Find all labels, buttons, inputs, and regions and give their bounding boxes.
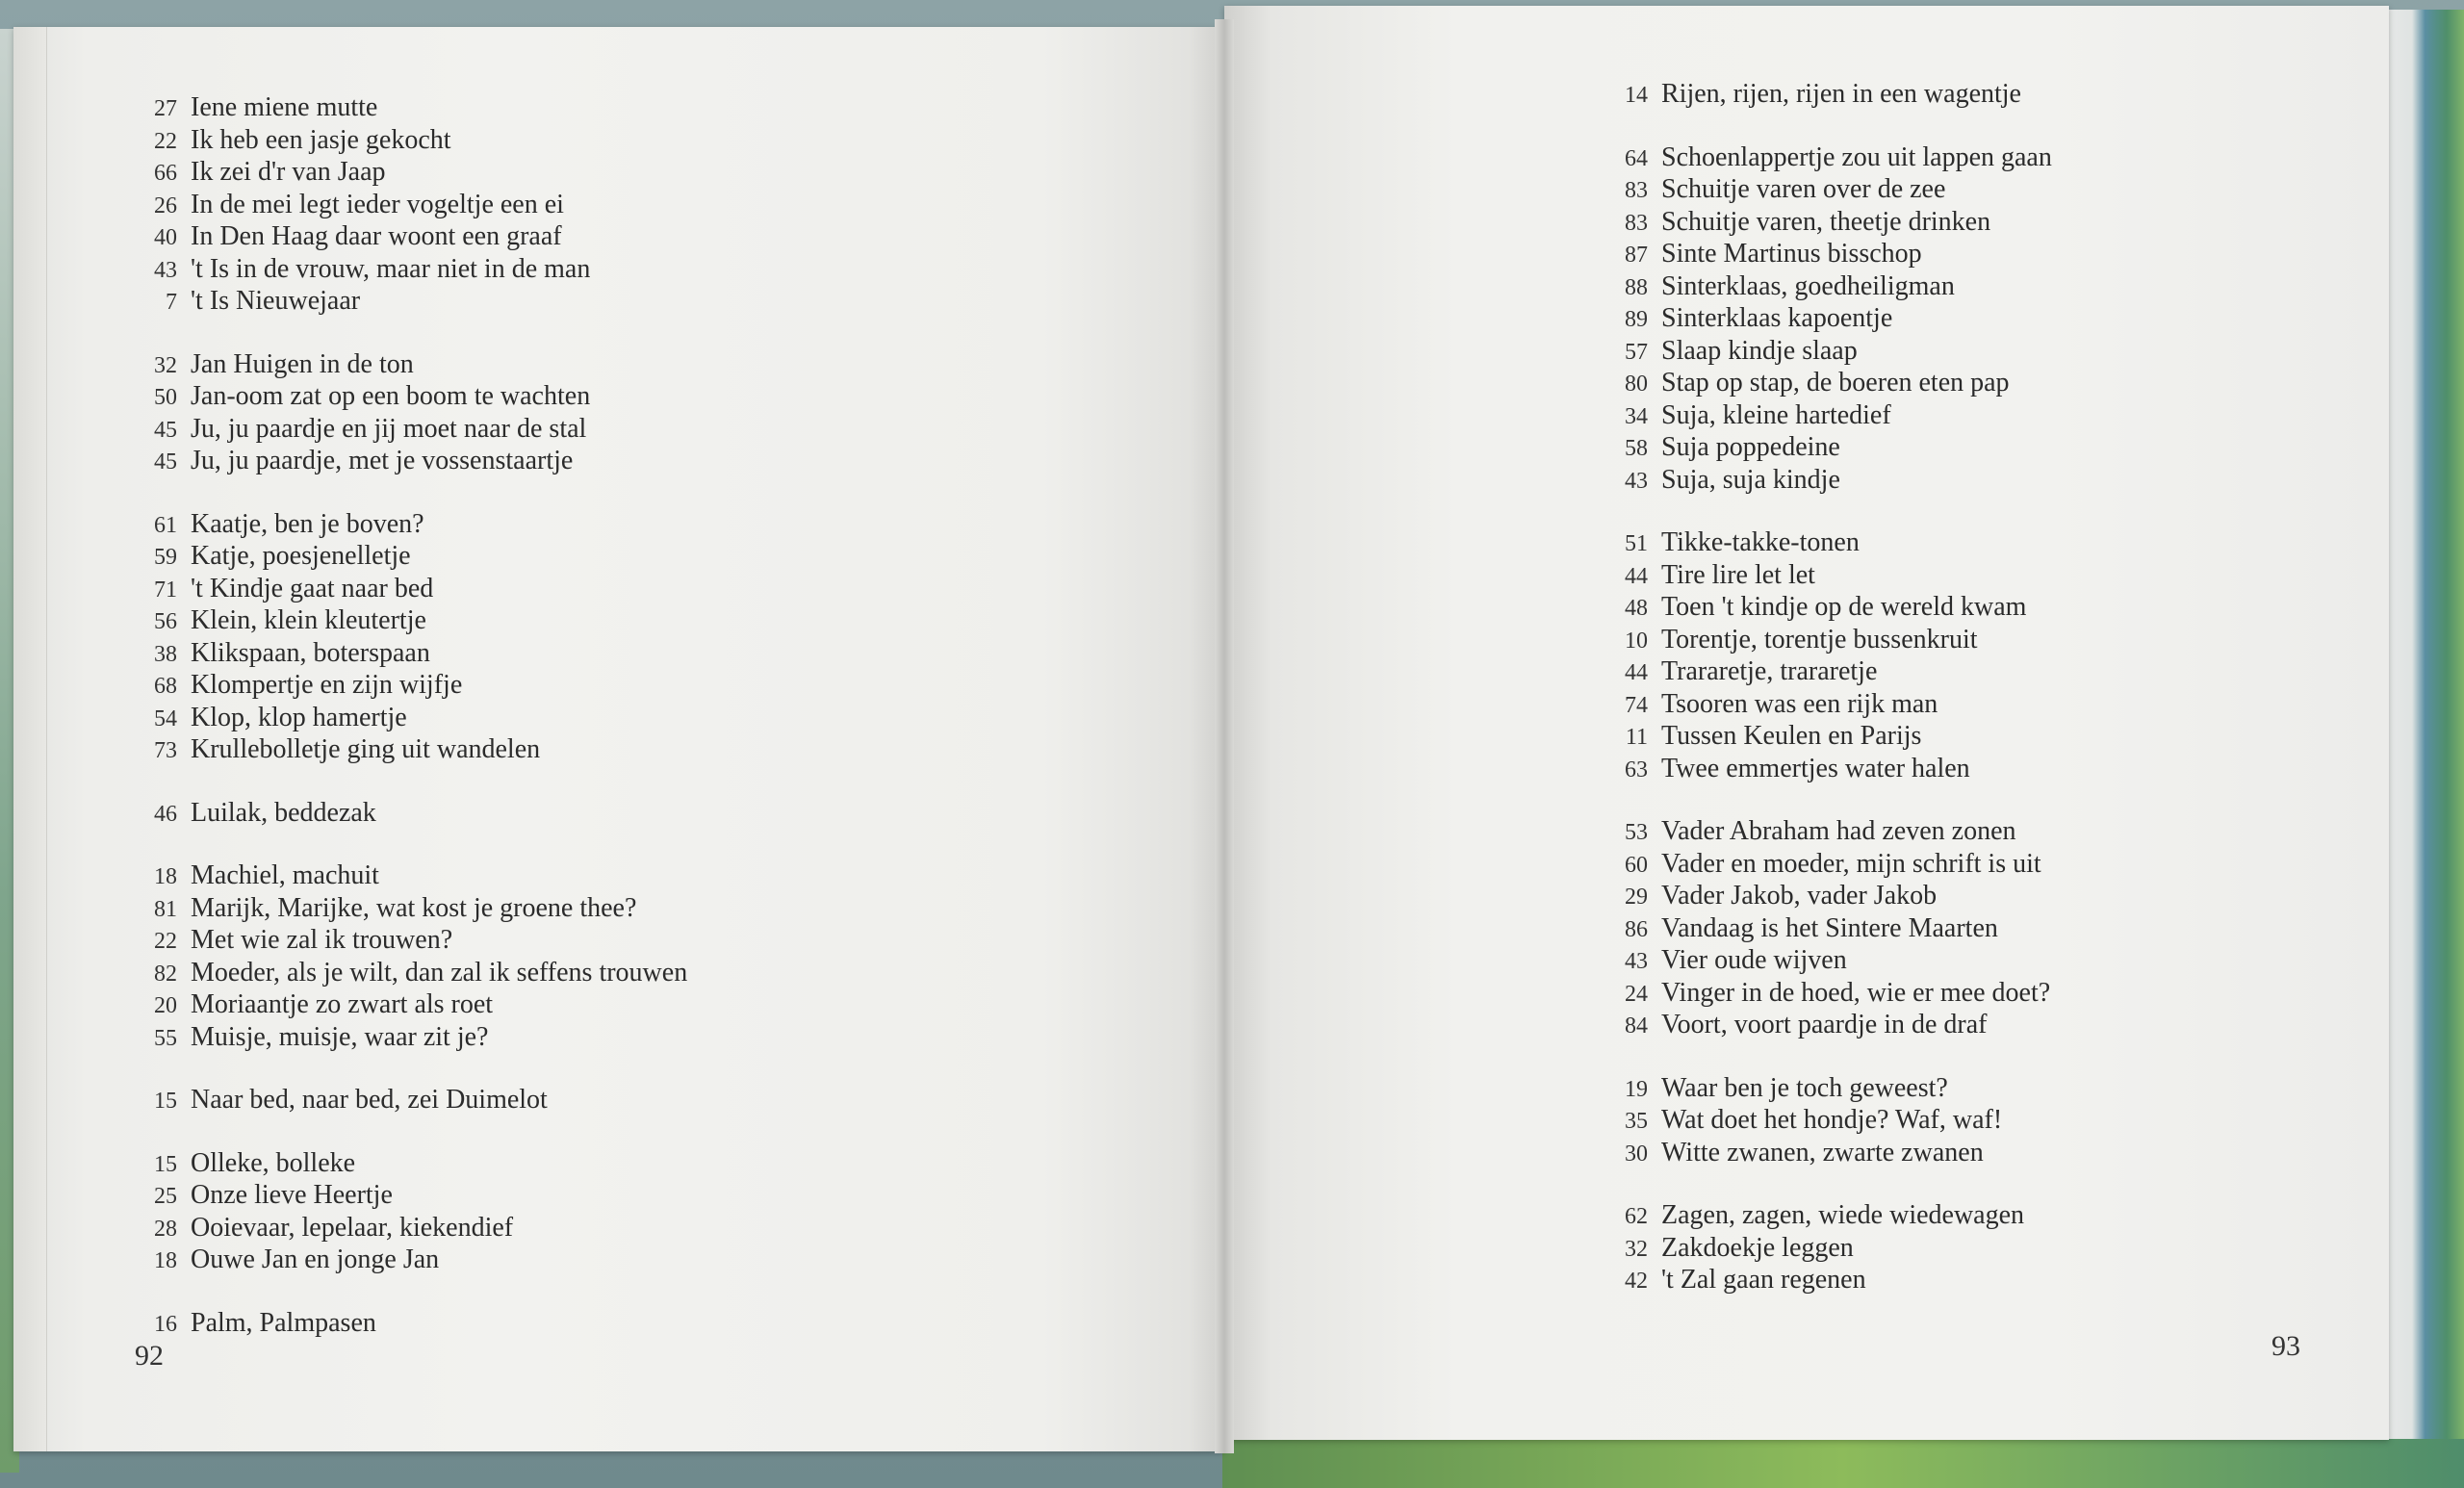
entry-title: Ooievaar, lepelaar, kiekendief xyxy=(191,1212,514,1243)
entry-page-number: 16 xyxy=(154,1311,177,1337)
index-entry xyxy=(135,734,687,767)
index-entry xyxy=(135,1022,687,1055)
entry-page-number: 74 xyxy=(1625,692,1648,718)
entry-page-number: 24 xyxy=(1625,981,1648,1007)
entry-title: Sinterklaas kapoentje xyxy=(1661,303,1893,333)
index-entry xyxy=(135,1213,687,1245)
entry-page-number: 28 xyxy=(154,1216,177,1242)
entry-page-number: 59 xyxy=(154,545,177,570)
entry-page-number: 18 xyxy=(154,1248,177,1273)
index-entry xyxy=(1605,271,2052,304)
entry-page-number: 22 xyxy=(154,929,177,954)
entry-page-number: 15 xyxy=(154,1151,177,1177)
entry-page-number: 63 xyxy=(1625,757,1648,782)
index-entry xyxy=(1605,1010,2052,1042)
index-entry xyxy=(135,925,687,958)
index-entry xyxy=(135,670,687,703)
entry-title: 't Kindje gaat naar bed xyxy=(191,573,434,603)
entry-page-number: 82 xyxy=(154,961,177,987)
index-entry xyxy=(135,958,687,990)
index-entry xyxy=(1605,1265,2052,1297)
entry-page-number: 32 xyxy=(154,352,177,378)
entry-title: Iene miene mutte xyxy=(191,92,378,122)
entry-page-number: 62 xyxy=(1625,1204,1648,1229)
entry-page-number: 15 xyxy=(154,1089,177,1114)
entry-title: Vader en moeder, mijn schrift is uit xyxy=(1661,848,2041,879)
entry-page-number: 88 xyxy=(1625,274,1648,300)
book-spine xyxy=(1215,19,1234,1453)
entry-title: Suja, suja kindje xyxy=(1661,464,1840,495)
index-entry xyxy=(1605,239,2052,271)
entry-title: Vader Abraham had zeven zonen xyxy=(1661,816,2016,846)
index-entry xyxy=(1605,1200,2052,1233)
index-entry xyxy=(1605,978,2052,1011)
index-entry xyxy=(1605,849,2052,882)
entry-page-number: 45 xyxy=(154,417,177,443)
index-entry xyxy=(1605,400,2052,433)
cover-edge-right xyxy=(2377,10,2464,1488)
index-entry xyxy=(1605,721,2052,754)
entry-page-number: 44 xyxy=(1625,660,1648,685)
entry-page-number: 44 xyxy=(1625,563,1648,589)
entry-title: Vader Jakob, vader Jakob xyxy=(1661,881,1938,911)
entry-page-number: 68 xyxy=(154,674,177,699)
index-entry xyxy=(1605,881,2052,913)
entry-title: Rijen, rijen, rijen in een wagentje xyxy=(1661,79,2021,109)
entry-page-number: 40 xyxy=(154,225,177,250)
index-entry xyxy=(1605,207,2052,240)
index-entry xyxy=(135,92,687,125)
entry-page-number: 71 xyxy=(154,577,177,603)
entry-title: Moriaantje zo zwart als roet xyxy=(191,989,494,1019)
index-column-left xyxy=(135,92,687,1340)
entry-title: Vier oude wijven xyxy=(1661,945,1847,975)
group-spacer xyxy=(1605,785,2052,816)
page-number-left: 92 xyxy=(135,1340,164,1372)
entry-title: Jan-oom zat op een boom te wachten xyxy=(191,381,591,411)
entry-title: Schoenlappertje zou uit lappen gaan xyxy=(1661,141,2052,172)
index-entry xyxy=(1605,560,2052,593)
entry-page-number: 60 xyxy=(1625,852,1648,878)
index-entry xyxy=(135,254,687,287)
index-entry xyxy=(135,1308,687,1341)
entry-title: Slaap kindje slaap xyxy=(1661,335,1858,366)
index-entry xyxy=(135,798,687,831)
index-entry xyxy=(1605,592,2052,625)
entry-title: In de mei legt ieder vogeltje een ei xyxy=(191,189,564,219)
entry-page-number: 29 xyxy=(1625,885,1648,910)
index-entry xyxy=(1605,754,2052,786)
entry-title: Olleke, bolleke xyxy=(191,1147,356,1178)
entry-title: Suja poppedeine xyxy=(1661,432,1840,462)
entry-title: Katje, poesjenelletje xyxy=(191,541,411,571)
entry-title: Klop, klop hamertje xyxy=(191,702,407,732)
page-number-right: 93 xyxy=(2272,1330,2300,1362)
entry-title: Stap op stap, de boeren eten pap xyxy=(1661,368,2010,398)
entry-page-number: 22 xyxy=(154,128,177,154)
entry-title: Sinterklaas, goedheiligman xyxy=(1661,270,1955,301)
left-page-gutter xyxy=(13,27,47,1451)
entry-title: 't Is in de vrouw, maar niet in de man xyxy=(191,253,591,284)
entry-title: Tsooren was een rijk man xyxy=(1661,688,1938,719)
entry-title: Machiel, machuit xyxy=(191,860,379,890)
entry-title: Zagen, zagen, wiede wiedewagen xyxy=(1661,1200,2025,1230)
entry-title: Klikspaan, boterspaan xyxy=(191,637,430,668)
entry-page-number: 35 xyxy=(1625,1109,1648,1134)
entry-title: Trararetje, trararetje xyxy=(1661,656,1878,686)
index-entry xyxy=(135,1085,687,1117)
entry-page-number: 56 xyxy=(154,609,177,634)
entry-page-number: 27 xyxy=(154,96,177,121)
index-entry xyxy=(1605,465,2052,498)
index-entry xyxy=(1605,432,2052,465)
entry-title: Voort, voort paardje in de draf xyxy=(1661,1010,1988,1039)
entry-page-number: 43 xyxy=(1625,468,1648,494)
index-entry xyxy=(1605,1073,2052,1106)
entry-page-number: 50 xyxy=(154,385,177,410)
entry-page-number: 19 xyxy=(1625,1076,1648,1102)
index-column-right xyxy=(1605,79,2052,1297)
index-entry xyxy=(135,286,687,319)
entry-page-number: 53 xyxy=(1625,820,1648,845)
entry-page-number: 32 xyxy=(1625,1236,1648,1262)
entry-title: Onze lieve Heertje xyxy=(191,1180,393,1210)
entry-title: Tikke-takke-tonen xyxy=(1661,527,1860,557)
index-entry xyxy=(1605,816,2052,849)
index-entry xyxy=(1605,368,2052,400)
entry-title: Twee emmertjes water halen xyxy=(1661,753,1970,783)
entry-page-number: 18 xyxy=(154,864,177,889)
entry-page-number: 58 xyxy=(1625,436,1648,461)
entry-title: Krullebolletje ging uit wandelen xyxy=(191,734,541,764)
entry-page-number: 43 xyxy=(1625,949,1648,974)
entry-page-number: 55 xyxy=(154,1025,177,1051)
index-entry xyxy=(135,509,687,542)
group-spacer xyxy=(135,319,687,349)
group-spacer xyxy=(135,767,687,798)
entry-title: 't Zal gaan regenen xyxy=(1661,1265,1866,1295)
index-entry xyxy=(1605,689,2052,722)
entry-page-number: 30 xyxy=(1625,1141,1648,1167)
entry-title: Jan Huigen in de ton xyxy=(191,348,414,379)
group-spacer xyxy=(1605,112,2052,142)
entry-title: Muisje, muisje, waar zit je? xyxy=(191,1021,489,1052)
entry-page-number: 10 xyxy=(1625,628,1648,654)
index-entry xyxy=(135,125,687,158)
index-entry xyxy=(1605,142,2052,175)
entry-title: Kaatje, ben je boven? xyxy=(191,508,424,539)
entry-title: Waar ben je toch geweest? xyxy=(1661,1072,1948,1103)
index-entry xyxy=(135,638,687,671)
entry-page-number: 7 xyxy=(166,290,177,315)
entry-page-number: 43 xyxy=(154,257,177,283)
index-entry xyxy=(135,1148,687,1181)
index-entry xyxy=(1605,1105,2052,1138)
entry-title: Vandaag is het Sintere Maarten xyxy=(1661,912,1998,943)
entry-page-number: 83 xyxy=(1625,178,1648,203)
index-entry xyxy=(1605,1138,2052,1170)
entry-title: Marijk, Marijke, wat kost je groene thee? xyxy=(191,892,637,923)
entry-title: Wat doet het hondje? Waf, waf! xyxy=(1661,1105,2003,1135)
index-entry xyxy=(1605,527,2052,560)
index-entry xyxy=(135,1180,687,1213)
index-entry xyxy=(135,190,687,222)
entry-title: 't Is Nieuwejaar xyxy=(191,286,361,316)
index-entry xyxy=(1605,913,2052,946)
index-entry xyxy=(135,541,687,574)
entry-page-number: 83 xyxy=(1625,210,1648,236)
index-entry xyxy=(1605,1233,2052,1266)
group-spacer xyxy=(135,1277,687,1308)
group-spacer xyxy=(1605,497,2052,527)
index-entry xyxy=(135,605,687,638)
group-spacer xyxy=(135,830,687,860)
entry-page-number: 64 xyxy=(1625,145,1648,171)
entry-page-number: 87 xyxy=(1625,243,1648,268)
entry-title: Klein, klein kleutertje xyxy=(191,605,426,635)
entry-page-number: 86 xyxy=(1625,916,1648,942)
cover-edge-bottom xyxy=(1222,1439,2464,1488)
entry-title: Ju, ju paardje, met je vossenstaartje xyxy=(191,446,574,475)
group-spacer xyxy=(1605,1042,2052,1073)
index-entry xyxy=(135,1244,687,1277)
entry-page-number: 14 xyxy=(1625,83,1648,108)
entry-title: Klompertje en zijn wijfje xyxy=(191,670,463,700)
entry-page-number: 81 xyxy=(154,896,177,922)
entry-page-number: 57 xyxy=(1625,339,1648,365)
entry-page-number: 11 xyxy=(1625,725,1648,750)
entry-title: Tussen Keulen en Parijs xyxy=(1661,721,1922,751)
entry-page-number: 66 xyxy=(154,161,177,186)
entry-title: Ouwe Jan en jonge Jan xyxy=(191,1244,440,1274)
entry-title: Torentje, torentje bussenkruit xyxy=(1661,624,1978,654)
entry-title: Met wie zal ik trouwen? xyxy=(191,925,453,955)
entry-title: Naar bed, naar bed, zei Duimelot xyxy=(191,1085,548,1115)
entry-page-number: 38 xyxy=(154,641,177,667)
entry-title: Sinte Martinus bisschop xyxy=(1661,239,1922,269)
index-entry xyxy=(135,989,687,1022)
entry-page-number: 20 xyxy=(154,993,177,1018)
index-entry xyxy=(1605,656,2052,689)
entry-page-number: 54 xyxy=(154,706,177,731)
index-entry xyxy=(135,860,687,893)
entry-title: In Den Haag daar woont een graaf xyxy=(191,221,562,251)
entry-page-number: 25 xyxy=(154,1184,177,1209)
entry-page-number: 89 xyxy=(1625,307,1648,332)
entry-title: Witte zwanen, zwarte zwanen xyxy=(1661,1137,1984,1167)
entry-page-number: 73 xyxy=(154,738,177,763)
entry-page-number: 61 xyxy=(154,512,177,538)
entry-title: Tire lire let let xyxy=(1661,559,1815,590)
entry-title: Schuitje varen over de zee xyxy=(1661,174,1946,204)
entry-title: Vinger in de hoed, wie er mee doet? xyxy=(1661,977,2051,1008)
entry-title: Suja, kleine hartedief xyxy=(1661,399,1891,430)
index-entry xyxy=(135,157,687,190)
index-entry xyxy=(135,349,687,382)
entry-page-number: 51 xyxy=(1625,531,1648,556)
entry-title: Palm, Palmpasen xyxy=(191,1307,376,1338)
index-entry xyxy=(135,574,687,606)
group-spacer xyxy=(1605,1169,2052,1200)
entry-page-number: 48 xyxy=(1625,596,1648,621)
group-spacer xyxy=(135,478,687,509)
index-entry xyxy=(135,703,687,735)
entry-page-number: 84 xyxy=(1625,1013,1648,1039)
index-entry xyxy=(1605,174,2052,207)
entry-title: Toen 't kindje op de wereld kwam xyxy=(1661,592,2027,622)
entry-page-number: 34 xyxy=(1625,403,1648,429)
index-entry xyxy=(1605,336,2052,369)
entry-title: Luilak, beddezak xyxy=(191,797,376,828)
entry-page-number: 26 xyxy=(154,192,177,218)
index-entry xyxy=(1605,79,2052,112)
index-entry xyxy=(135,414,687,447)
entry-title: Moeder, als je wilt, dan zal ik seffens trouwen xyxy=(191,957,688,988)
index-entry xyxy=(135,893,687,926)
entry-title: Ju, ju paardje en jij moet naar de stal xyxy=(191,413,587,444)
index-entry xyxy=(135,221,687,254)
index-entry xyxy=(135,381,687,414)
entry-page-number: 45 xyxy=(154,449,177,475)
entry-page-number: 42 xyxy=(1625,1269,1648,1294)
entry-title: Ik heb een jasje gekocht xyxy=(191,124,451,155)
index-entry xyxy=(1605,945,2052,978)
entry-page-number: 80 xyxy=(1625,372,1648,397)
entry-title: Schuitje varen, theetje drinken xyxy=(1661,206,1991,237)
group-spacer xyxy=(135,1117,687,1148)
group-spacer xyxy=(135,1054,687,1085)
entry-title: Ik zei d'r van Jaap xyxy=(191,157,386,187)
index-entry xyxy=(135,446,687,478)
index-entry xyxy=(1605,625,2052,657)
entry-page-number: 46 xyxy=(154,801,177,827)
entry-title: Zakdoekje leggen xyxy=(1661,1232,1854,1263)
index-entry xyxy=(1605,303,2052,336)
